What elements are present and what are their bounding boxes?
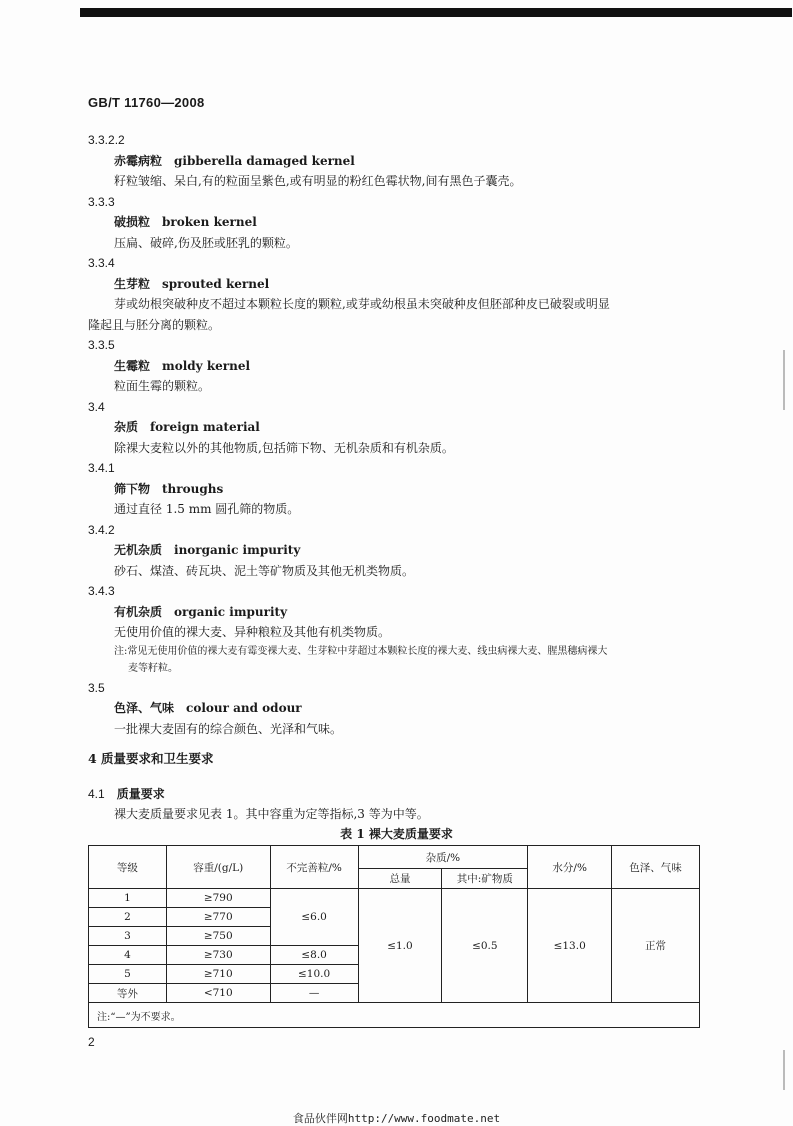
cell-density: ≥750 — [166, 927, 270, 946]
term-en: throughs — [162, 481, 224, 496]
entry-term — [88, 151, 708, 172]
entry-definition: 籽粒皱缩、呆白,有的粒面呈紫色,或有明显的粉红色霉状物,间有黑色子囊壳。 — [114, 174, 522, 188]
entry-term — [88, 479, 708, 500]
cell-density: <710 — [166, 984, 270, 1003]
cell-colour-odour: 正常 — [612, 889, 700, 1003]
cell-grade: 3 — [89, 927, 167, 946]
cell-imperfect: ≤6.0 — [270, 889, 358, 946]
entry-term — [88, 212, 708, 233]
entry-number: 3.3.3 — [88, 194, 115, 209]
top-rule — [80, 8, 792, 17]
entry-number: 3.3.4 — [88, 256, 115, 270]
entry-definition: 压扁、破碎,伤及胚或胚乳的颗粒。 — [114, 235, 298, 250]
cell-grade: 5 — [89, 965, 167, 984]
definition-entry — [88, 253, 708, 335]
table-note-row — [89, 1003, 700, 1028]
definition-entry — [88, 335, 708, 397]
subsection-title: 质量要求 — [116, 787, 165, 801]
term-zh: 筛下物 — [114, 481, 151, 496]
entry-number: 3.4.1 — [88, 461, 115, 475]
section-heading: 4 质量要求和卫生要求 — [88, 751, 214, 766]
subsection-number: 4.1 — [88, 787, 105, 801]
cell-density: ≥730 — [166, 946, 270, 965]
term-zh: 生霉粒 — [114, 358, 151, 373]
term-en: inorganic impurity — [174, 543, 301, 557]
page-number: 2 — [88, 1035, 95, 1049]
definition-entry — [88, 192, 708, 254]
definition-entry — [88, 397, 708, 459]
cell-imperfect: ≤10.0 — [270, 965, 358, 984]
entry-term — [88, 698, 708, 719]
cell-grade: 4 — [89, 946, 167, 965]
subsection-paragraph: 裸大麦质量要求见表 1。其中容重为定等指标,3 等为中等。 — [114, 807, 429, 821]
table-row — [89, 889, 700, 908]
cell-impurity-mineral: ≤0.5 — [442, 889, 528, 1003]
term-zh: 色泽、气味 — [114, 701, 175, 715]
entry-definition-continued: 隆起且与胚分离的颗粒。 — [88, 317, 221, 332]
table-caption: 表 1 裸大麦质量要求 — [340, 827, 453, 841]
table-note: 注:“—”为不要求。 — [89, 1003, 700, 1028]
entry-definition: 通过直径 1.5 mm 圆孔筛的物质。 — [114, 502, 300, 516]
entry-definition: 芽或幼根突破种皮不超过本颗粒长度的颗粒,或芽或幼根虽未突破种皮但胚部种皮已破裂或明显 — [114, 297, 610, 311]
entry-note: 注:常见无使用价值的裸大麦有霉变裸大麦、生芽粒中芽超过本颗粒长度的裸大麦、线虫病裸大麦、腥黑穗病裸大 — [114, 645, 608, 657]
cell-grade: 1 — [89, 889, 167, 908]
header-imperfect: 不完善粒/% — [270, 846, 358, 889]
cell-impurity-total: ≤1.0 — [358, 889, 442, 1003]
term-zh: 无机杂质 — [114, 543, 163, 557]
footer-watermark: 食品伙伴网http://www.foodmate.net — [292, 1112, 501, 1125]
cell-density: ≥790 — [166, 889, 270, 908]
entry-term — [88, 274, 708, 295]
entry-definition: 一批裸大麦固有的综合颜色、光泽和气味。 — [114, 721, 343, 736]
term-en: sprouted kernel — [162, 276, 270, 291]
entry-definition: 粒面生霉的颗粒。 — [114, 379, 211, 393]
subsection-heading — [88, 785, 165, 802]
entry-number: 3.4.2 — [88, 522, 115, 537]
scan-edge-mark — [783, 350, 785, 410]
cell-grade: 等外 — [89, 984, 167, 1003]
cell-density: ≥770 — [166, 908, 270, 927]
term-zh: 有机杂质 — [114, 604, 163, 619]
header-grade: 等级 — [89, 846, 167, 889]
cell-density: ≥710 — [166, 965, 270, 984]
definition-entry — [88, 130, 708, 192]
entry-term — [88, 356, 708, 377]
quality-table — [88, 845, 700, 1028]
term-en: moldy kernel — [162, 358, 251, 373]
entry-term — [88, 602, 708, 623]
entry-term — [88, 540, 708, 561]
entry-term — [88, 417, 708, 438]
cell-imperfect: — — [270, 984, 358, 1003]
definition-entry — [88, 678, 708, 740]
entry-definition: 无使用价值的裸大麦、异种粮粒及其他有机类物质。 — [114, 625, 391, 639]
header-impurity-mineral: 其中:矿物质 — [442, 869, 528, 889]
header-impurity: 杂质/% — [358, 846, 528, 869]
standard-code: GB/T 11760—2008 — [88, 95, 205, 110]
cell-imperfect: ≤8.0 — [270, 946, 358, 965]
term-en: colour and odour — [186, 701, 302, 715]
term-zh: 杂质 — [114, 420, 139, 434]
entry-number: 3.3.2.2 — [88, 133, 125, 147]
entry-number: 3.5 — [88, 680, 105, 695]
header-colour-odour: 色泽、气味 — [612, 846, 700, 889]
term-en: organic impurity — [174, 604, 288, 619]
scan-edge-mark — [783, 1050, 785, 1090]
header-moisture: 水分/% — [528, 846, 612, 889]
entry-definition: 除裸大麦粒以外的其他物质,包括筛下物、无机杂质和有机杂质。 — [114, 440, 454, 455]
header-density: 容重/(g/L) — [166, 846, 270, 889]
term-zh: 赤霉病粒 — [114, 153, 163, 168]
term-zh: 破损粒 — [114, 215, 151, 229]
term-en: foreign material — [150, 420, 260, 434]
header-impurity-total: 总量 — [358, 869, 442, 889]
definition-entry — [88, 581, 708, 678]
term-zh: 生芽粒 — [114, 276, 151, 291]
entry-definition: 砂石、煤渣、砖瓦块、泥土等矿物质及其他无机类物质。 — [114, 563, 415, 578]
definitions-list — [88, 130, 708, 739]
entry-number: 3.4 — [88, 399, 105, 414]
definition-entry — [88, 520, 708, 582]
term-en: broken kernel — [162, 215, 257, 229]
cell-grade: 2 — [89, 908, 167, 927]
entry-number: 3.4.3 — [88, 584, 115, 598]
definition-entry — [88, 458, 708, 520]
term-en: gibberella damaged kernel — [174, 153, 355, 168]
cell-moisture: ≤13.0 — [528, 889, 612, 1003]
entry-note-continued: 麦等籽粒。 — [128, 663, 178, 674]
entry-number: 3.3.5 — [88, 338, 115, 352]
